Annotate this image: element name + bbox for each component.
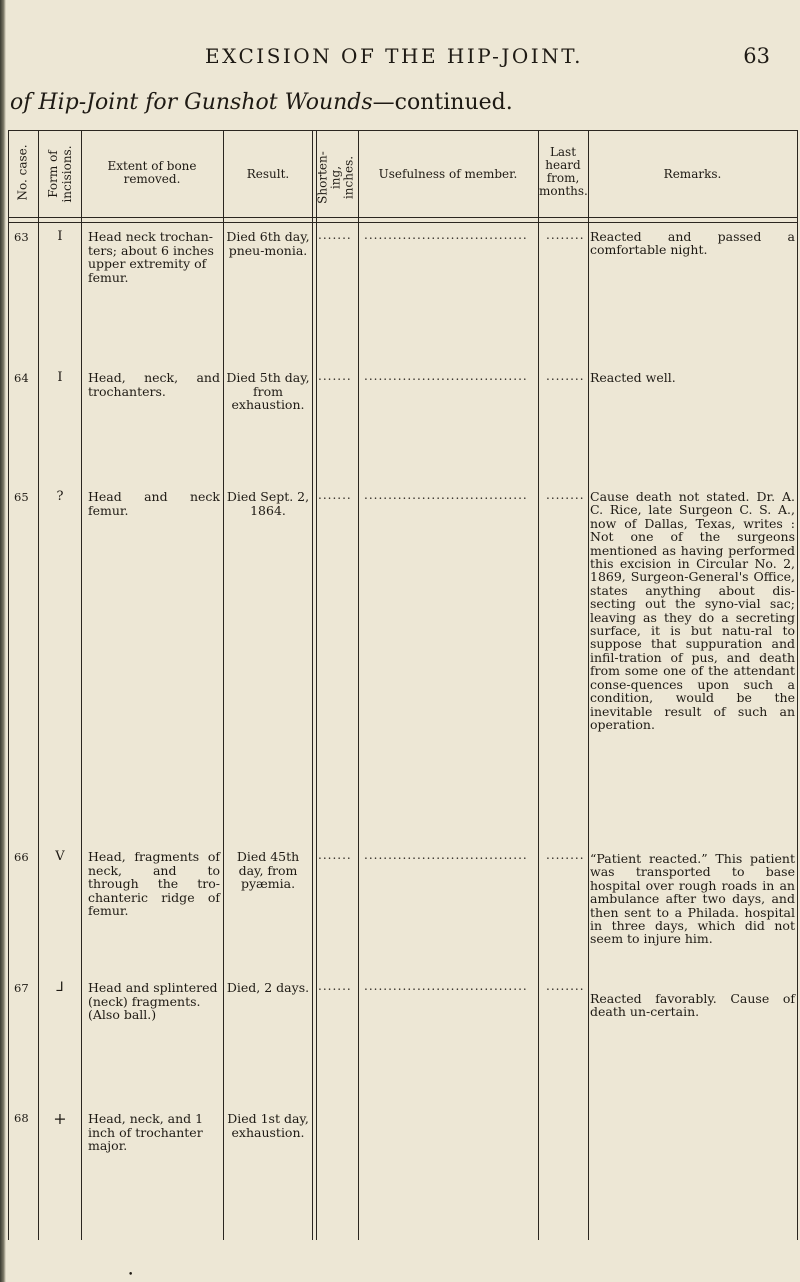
case-number: 63 (14, 230, 29, 244)
header-extent: Extent of bone removed. (107, 159, 197, 186)
subtitle-prefix: of (10, 90, 32, 115)
running-head-title: EXCISION OF THE HIP-JOINT. (205, 44, 583, 68)
table-subtitle (10, 90, 513, 115)
running-head (0, 44, 800, 70)
remarks: Reacted favorably. Cause of death un-certain. (590, 991, 795, 1020)
dot-leader: .................................. (364, 488, 528, 502)
dot-leader: ....... (318, 979, 352, 993)
page-number: 63 (743, 44, 770, 68)
header-shortening: Shorten-ing, inches. (315, 151, 356, 204)
result: Died 6th day, pneu-monia. (226, 229, 310, 258)
incision-form: I (57, 229, 63, 244)
header-remarks: Remarks. (663, 167, 722, 181)
extent-of-bone: Head and neck femur. (88, 489, 220, 518)
remarks: “Patient reacted.” This patient was transported to base hospital over rough roads in an ambulance after two days, and then sent to a Philada. hospital in three days, which did not seem to injure him. (590, 851, 795, 947)
dot-leader: ........ (546, 369, 585, 383)
header-usefulness: Usefulness of member. (378, 167, 518, 181)
dot-leader: ....... (318, 848, 352, 862)
dot-leader: .................................. (364, 848, 528, 862)
dot-leader: .................................. (364, 979, 528, 993)
dot-leader: ........ (546, 979, 585, 993)
result: Died 45th day, from pyæmia. (236, 849, 300, 891)
result: Died, 2 days. (226, 980, 310, 995)
table-top-rule (8, 130, 798, 131)
dot-leader: ........ (546, 848, 585, 862)
extent-of-bone: Head, neck, and 1 inch of trochanter major. (88, 1111, 204, 1153)
dot-leader: .................................. (364, 369, 528, 383)
result: Died 1st day, exhaustion. (227, 1111, 309, 1140)
incision-form: ⅃ (56, 980, 64, 995)
header-form-incisions: Form of incisions. (46, 145, 74, 203)
col-rule-left (8, 130, 9, 1240)
extent-of-bone: Head, neck, and trochanters. (88, 370, 220, 399)
incision-form: I (57, 370, 63, 385)
page-binding-edge (0, 0, 6, 1282)
case-number: 67 (14, 981, 29, 995)
col-rule-usefulness (538, 130, 539, 1240)
subtitle-main: Hip-Joint for Gunshot Wounds (38, 90, 373, 115)
col-rule-case (38, 130, 39, 1240)
cases-table (8, 130, 798, 1240)
dot-leader: ....... (318, 369, 352, 383)
col-rule-lastheard (588, 130, 589, 1240)
result: Died 5th day, from exhaustion. (226, 370, 310, 412)
col-rule-form (81, 130, 82, 1240)
extent-of-bone: Head neck trochan-ters; about 6 inches upper extremity of femur. (88, 229, 214, 285)
header-bottom-rule-2 (8, 222, 798, 223)
col-rule-result (312, 130, 317, 1240)
dot-leader: ........ (546, 488, 585, 502)
remarks: Cause death not stated. Dr. A. C. Rice, late Surgeon C. S. A., now of Dallas, Texas, writes : Not one of the surgeons mentioned as having performed this excision in Circular No. 2, 1869, Surgeon-General's Office, states anything about dis-secting out the syno-vial sac; leaving as they do a secreting surface, it is but natu-ral to suppose that suppuration and infil-tration of pus, and death from some one of the attendant conse-quences upon such a condition, would be the inevitable result of such an operation. (590, 489, 795, 732)
incision-form: ? (56, 489, 64, 504)
header-bottom-rule (8, 217, 798, 218)
result: Died Sept. 2, 1864. (226, 489, 310, 518)
dot-leader: .................................. (364, 228, 528, 242)
header-case-no: No. case. (15, 144, 30, 201)
col-rule-extent (223, 130, 224, 1240)
remarks: Reacted well. (590, 370, 676, 385)
extent-of-bone: Head, fragments of neck, and to through the tro-chanteric ridge of femur. (88, 849, 220, 918)
case-number: 68 (14, 1111, 29, 1125)
dot-leader: ....... (318, 488, 352, 502)
col-rule-shortening (358, 130, 359, 1240)
incision-form: V (55, 849, 65, 864)
footer-mark: • (128, 1270, 134, 1280)
case-number: 65 (14, 490, 29, 504)
header-result: Result. (246, 167, 290, 181)
remarks: Reacted and passed a comfortable night. (590, 229, 795, 258)
header-last-heard: Last heard from, months. (539, 145, 588, 198)
dot-leader: ....... (318, 228, 352, 242)
extent-of-bone: Head and splintered (neck) fragments. (Also ball.) (88, 980, 218, 1022)
case-number: 64 (14, 371, 29, 385)
subtitle-suffix: —continued. (372, 90, 513, 115)
case-number: 66 (14, 850, 29, 864)
dot-leader: ........ (546, 228, 585, 242)
col-rule-right (797, 130, 798, 1240)
incision-form: + (53, 1109, 67, 1128)
